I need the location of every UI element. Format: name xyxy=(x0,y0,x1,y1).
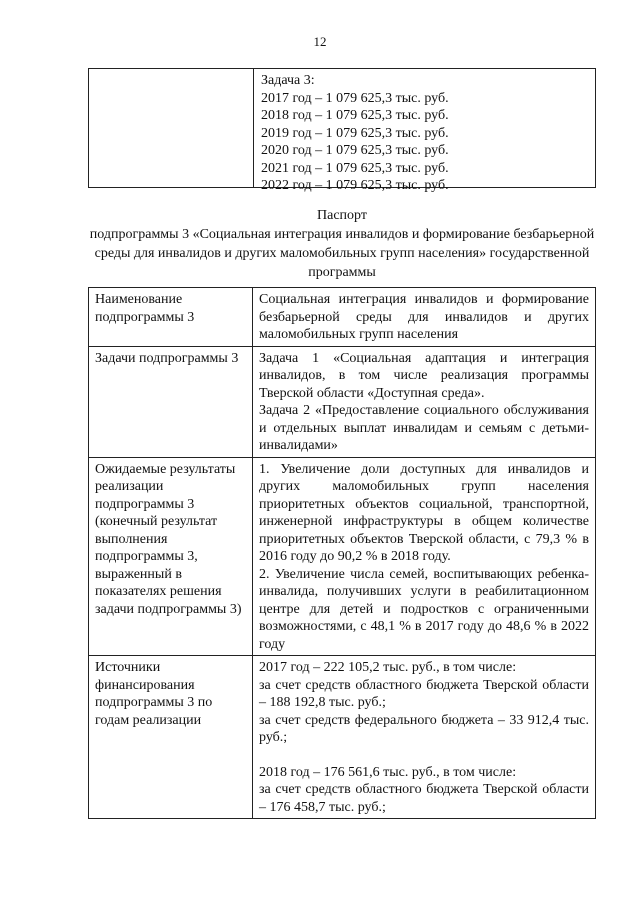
funding-2017-federal: за счет средств федерального бюджета – 33 912,4 тыс. руб.; xyxy=(259,712,589,745)
row-label-name: Наименование подпрограммы 3 xyxy=(89,288,253,347)
task-2-text: Задача 2 «Предоставление социального обслуживания и отдельных выплат инвалидам и семьям с детьми-инвалидами» xyxy=(259,403,589,453)
table-row xyxy=(89,288,596,347)
funding-line-2018: 2018 год – 1 079 625,3 тыс. руб. xyxy=(261,108,449,123)
result-1-text: 1. Увеличение доли доступных для инвалидов и других маломобильных групп населения приоритетных объектов социальной, транспортной, инженерной инфраструктуры в общем количестве приоритетных объектов Тверской области, с 79,3 % в 2016 году до 90,2 % в 2018 году. xyxy=(259,461,589,564)
result-2-text: 2. Увеличение числа семей, воспитывающих ребенка-инвалида, получивших услуги в реабилитационном центре для детей и подростков с ограниченными возможностями, с 48,1 % в 2017 году до 48,6 % в 2022 году xyxy=(259,566,589,652)
subprogram-name-text: Социальная интеграция инвалидов и формирование безбарьерной среды для инвалидов и других маломобильных групп населения xyxy=(259,292,589,342)
table-column-divider xyxy=(253,69,254,187)
funding-2017-regional: за счет средств областного бюджета Тверской области – 188 192,8 тыс. руб.; xyxy=(259,677,589,710)
table-row xyxy=(89,457,596,656)
paragraph-spacer xyxy=(259,747,589,764)
continued-table xyxy=(88,68,596,193)
passport-heading xyxy=(88,206,596,282)
funding-2017-total: 2017 год – 222 105,2 тыс. руб., в том числе: xyxy=(259,660,517,675)
task-1-text: Задача 1 «Социальная адаптация и интеграция инвалидов, в том числе реализация программы Тверской области «Доступная среда». xyxy=(259,350,589,401)
row-content-tasks xyxy=(253,346,596,457)
row-content-name xyxy=(253,288,596,347)
funding-line-2022: 2022 год – 1 079 625,3 тыс. руб. xyxy=(261,178,449,193)
table-row xyxy=(89,656,596,819)
row-label-tasks: Задачи подпрограммы 3 xyxy=(89,346,253,457)
funding-2018-total: 2018 год – 176 561,6 тыс. руб., в том числе: xyxy=(259,764,517,780)
table-row xyxy=(89,346,596,457)
passport-table xyxy=(88,287,596,819)
page-number: 12 xyxy=(313,34,327,49)
funding-line-2017: 2017 год – 1 079 625,3 тыс. руб. xyxy=(261,90,449,106)
funding-line-2020: 2020 год – 1 079 625,3 тыс. руб. xyxy=(261,143,449,158)
funding-line-2021: 2021 год – 1 079 625,3 тыс. руб. xyxy=(261,160,449,176)
task-3-label: Задача 3: xyxy=(261,73,315,88)
row-label-funding: Источники финансирования подпрограммы 3 по годам реализации xyxy=(89,656,253,819)
passport-title: Паспорт xyxy=(317,208,367,223)
funding-line-2019: 2019 год – 1 079 625,3 тыс. руб. xyxy=(261,125,449,141)
row-content-funding xyxy=(253,656,596,819)
task-3-funding-cell xyxy=(261,72,591,195)
row-content-results xyxy=(253,457,596,656)
funding-2018-regional: за счет средств областного бюджета Тверской области – 176 458,7 тыс. руб.; xyxy=(259,782,589,815)
passport-subtitle: подпрограммы 3 «Социальная интеграция инвалидов и формирование безбарьерной среды для инвалидов и других маломобильных групп населения» государственной программы xyxy=(89,227,595,280)
row-label-results: Ожидаемые результаты реализации подпрограммы 3 (конечный результат выполнения подпрограммы 3, выраженный в показателях решения задачи подпрограммы 3) xyxy=(89,457,253,656)
